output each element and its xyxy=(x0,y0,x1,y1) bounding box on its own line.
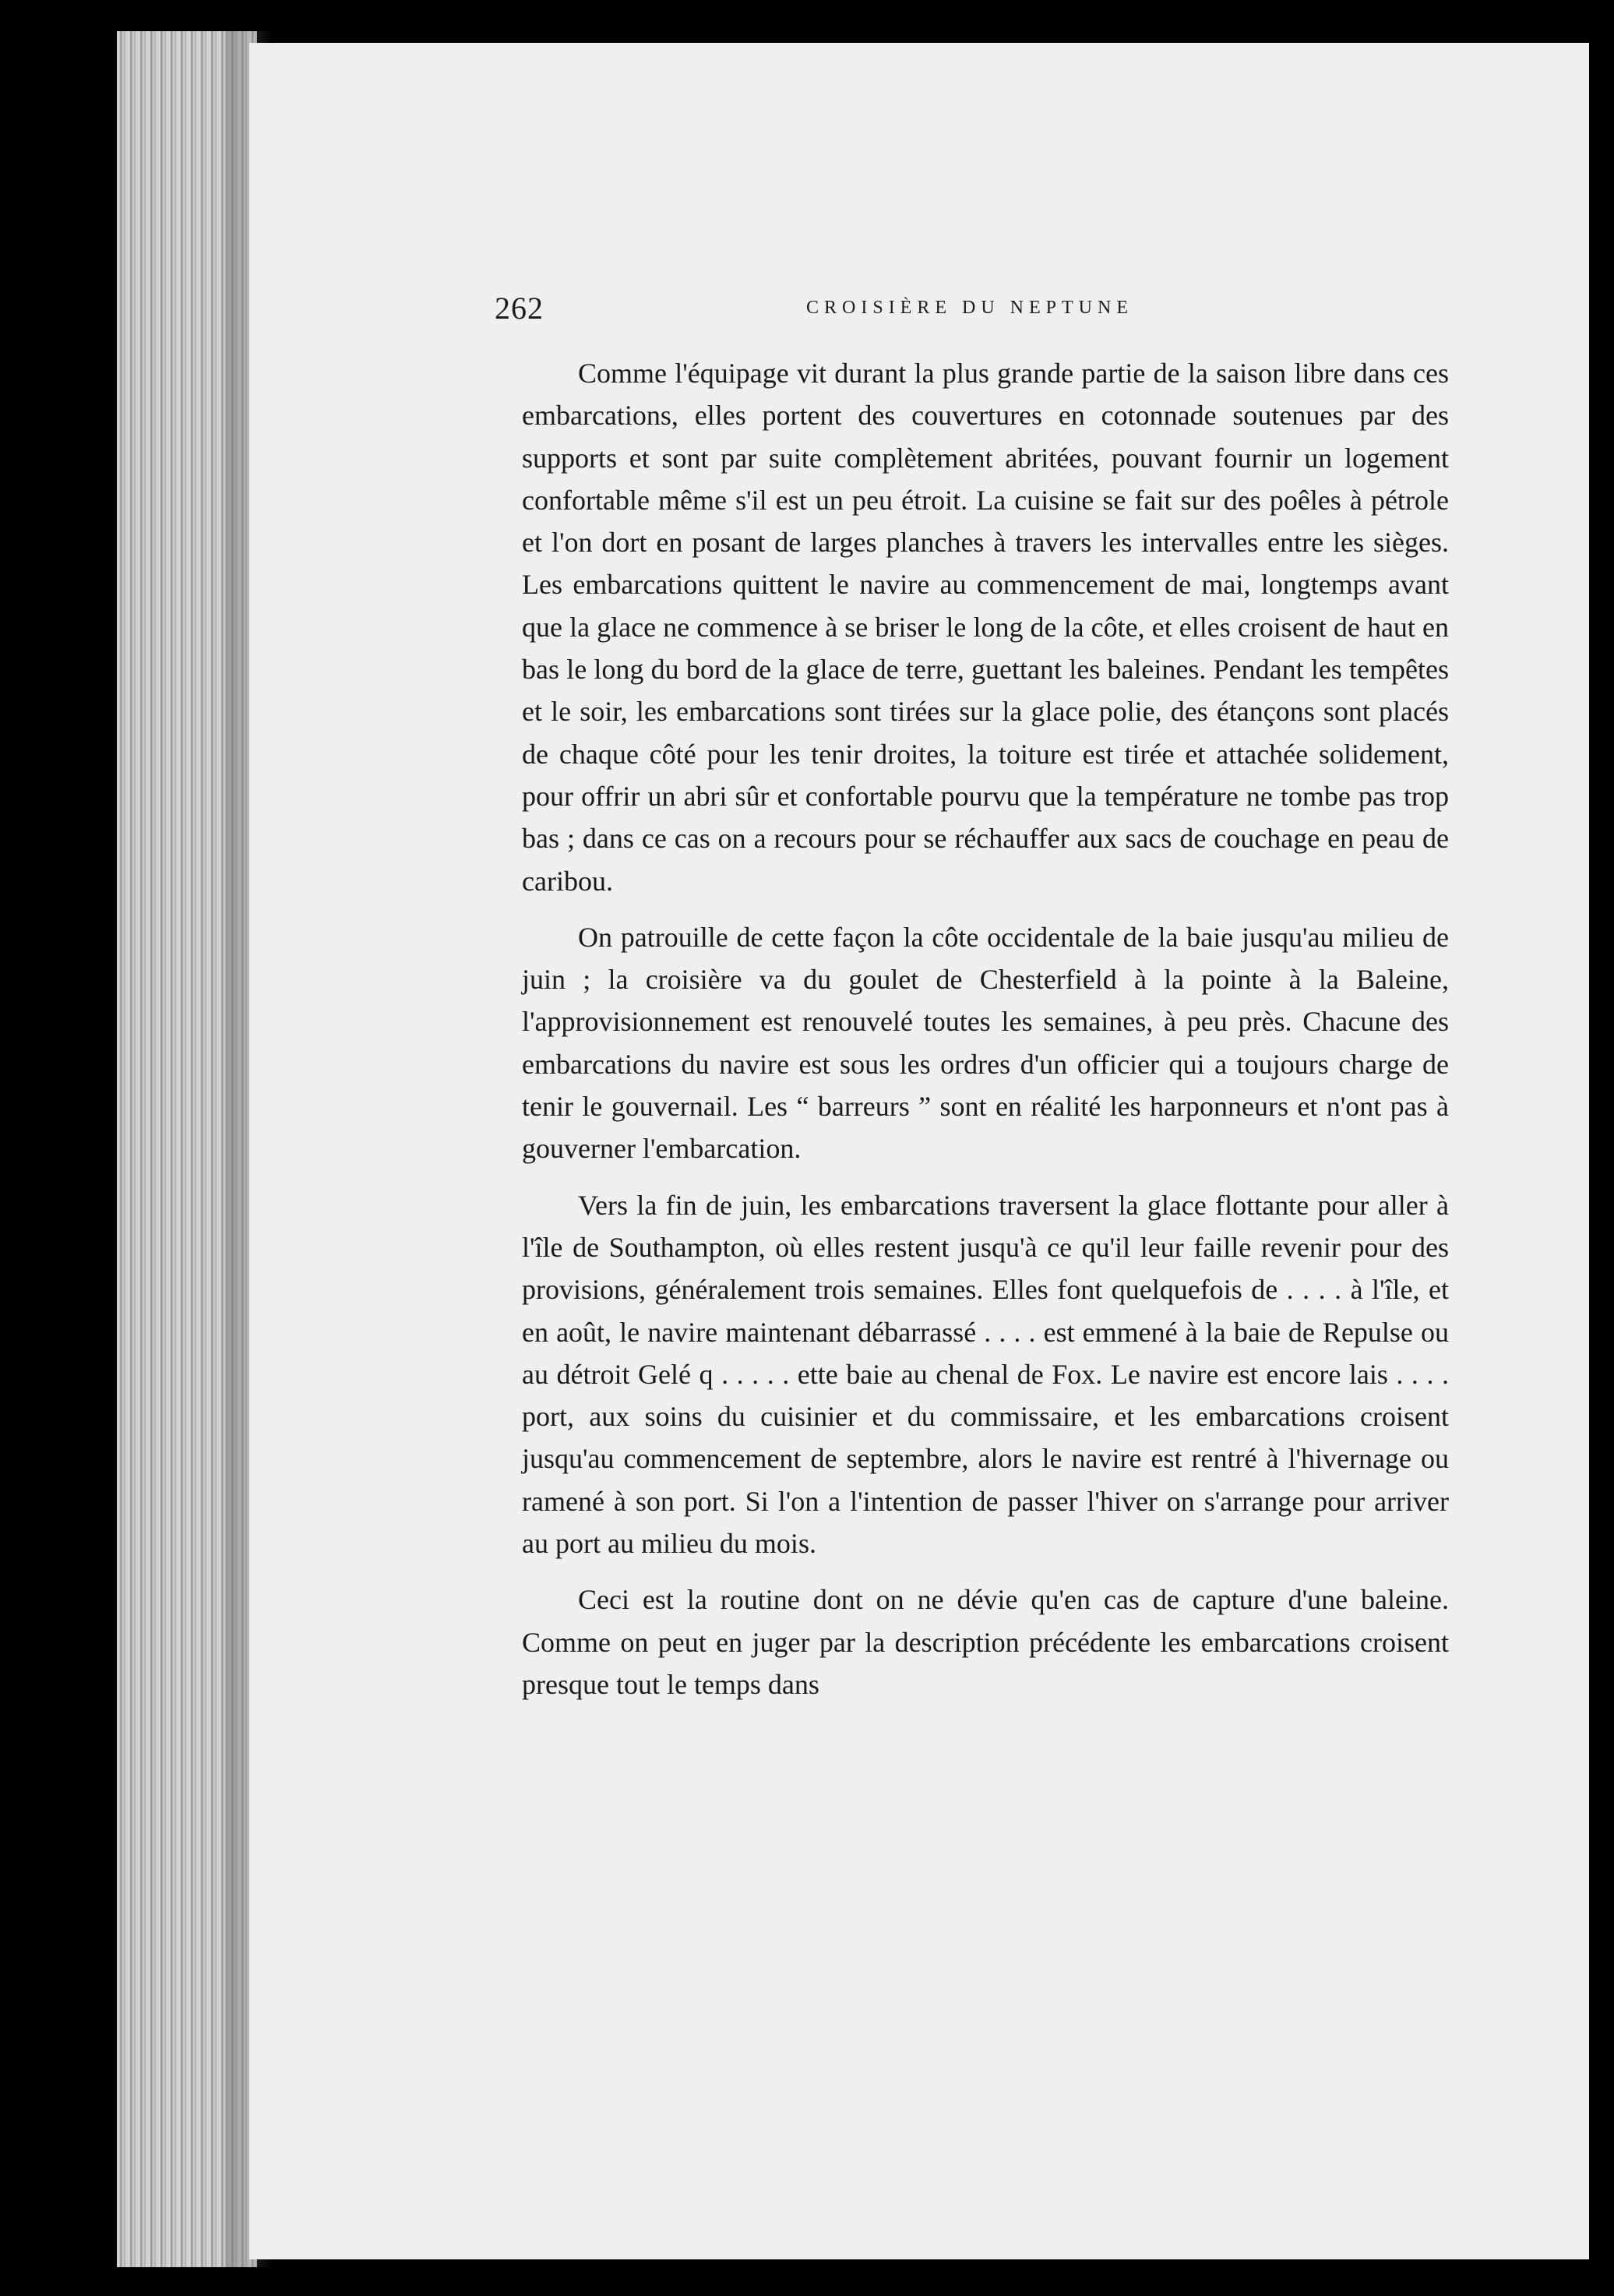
running-head-title: CROISIÈRE DU NEPTUNE xyxy=(806,298,1133,318)
paragraph-3: Vers la fin de juin, les embarcations traversent la glace flottante pour aller à l'île de Southampton, où elles restent jusqu'à ce qu'il leur faille revenir pour des provisions, généralement trois semaines. Elles font quelquefois de . . . . à l'île, et en août, le navire maintenant débarrassé . . . . est emmené à la baie de Repulse ou au détroit Gelé q . . . . . ette baie au chenal de Fox. Le navire est encore lais . . . . port, aux soins du cuisinier et du commissaire, et les embarcations croisent jusqu'au commencement de septembre, alors le navire est rentré à l'hivernage ou ramené à son port. Si l'on a l'intention de passer l'hiver on s'arrange pour arriver au port au milieu du mois. xyxy=(522,1189,1449,1560)
body-text xyxy=(522,352,1449,1719)
paragraph-4: Ceci est la routine dont on ne dévie qu'en cas de capture d'une baleine. Comme on peut en juger par la description précédente les embarcations croisent presque tout le temps dans xyxy=(522,1584,1449,1700)
paragraph-1: Comme l'équipage vit durant la plus grande partie de la saison libre dans ces embarcations, elles portent des couvertures en cotonnade soutenues par des supports et sont par suite complètement abritées, pouvant fournir un logement confortable même s'il est un peu étroit. La cuisine se fait sur des poêles à pétrole et l'on dort en posant de larges planches à travers les intervalles entre les sièges. Les embarcations quittent le navire au commencement de mai, longtemps avant que la glace ne commence à se briser le long de la côte, et elles croisent de haut en bas le long du bord de la glace de terre, guettant les baleines. Pendant les tempêtes et le soir, les embarcations sont tirées sur la glace polie, des étançons sont placés de chaque côté pour les tenir droites, la toiture est tirée et attachée solidement, pour offrir un abri sûr et confortable pourvu que la température ne tombe pas trop bas ; dans ce cas on a recours pour se réchauffer aux sacs de couchage en peau de caribou. xyxy=(522,358,1449,897)
running-head xyxy=(495,290,1165,337)
paragraph-2: On patrouille de cette façon la côte occidentale de la baie jusqu'au milieu de juin ; la croisière va du goulet de Chesterfield à la pointe à la Baleine, l'approvisionnement est renouvelé toutes les semaines, à peu près. Chacune des embarcations du navire est sous les ordres d'un officier qui a toujours charge de tenir le gouvernail. Les “ barreurs ” sont en réalité les harponneurs et n'ont pas à gouverner l'embarcation. xyxy=(522,921,1449,1165)
page-number: 262 xyxy=(495,291,544,326)
